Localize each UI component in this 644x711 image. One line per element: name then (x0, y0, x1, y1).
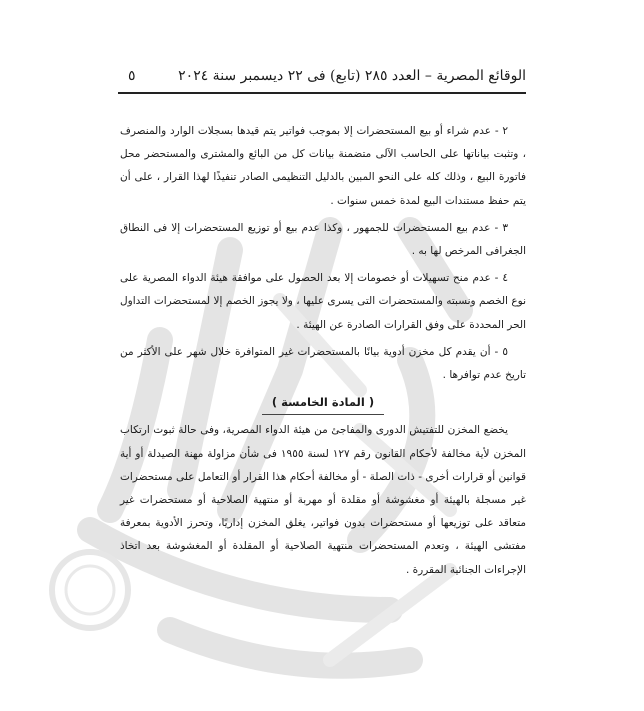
page-header (118, 62, 526, 94)
section-body (120, 419, 526, 581)
section-body-text: يخضع المخزن للتفتيش الدورى والمفاجئ من هيئة الدواء المصرية، وفى حالة ثبوت ارتكاب المخزن لأية مخالفة لأحكام القانون رقم ١٢٧ لسنة ١٩٥٥ فى شأن مزاولة مهنة الصيدلة أو أية قوانين أو قرارات أخرى - ذات الصلة - أو مخالفة أحكام هذا القرار أو التعامل على مستحضرات غير مسجلة بالهيئة أو مغشوشة أو مقلدة أو مهربة أو منتهية الصلاحية أو مستحضرات غير متعاقد على توزيعها أو مستحضرات بدون فواتير، يغلق المخزن إداريًا، وتحرز الأدوية بمعرفة مفتشى الهيئة ، وتعدم المستحضرات منتهية الصلاحية أو المقلدة أو المغشوشة بعد اتخاذ الإجراءات الجنائية المقررة . (120, 424, 526, 576)
paragraph-text: ٤ - عدم منح تسهيلات أو خصومات إلا بعد الحصول على موافقة هيئة الدواء المصرية على نوع الخصم ونسبته والمستحضرات التى يسرى عليها ، ولا يجوز الخصم إلا لمستحضرات التداول الحر المحددة على وفق القرارات الصادرة عن الهيئة . (120, 272, 526, 331)
paragraph-text: ٢ - عدم شراء أو بيع المستحضرات إلا بموجب فواتير يتم قيدها بسجلات الوارد والمنصرف ، وتثبت بياناتها على الحاسب الآلى متضمنة بيانات كل من البائع والمشترى والمستحضر محل فاتورة البيع ، وذلك كله على النحو المبين بالدليل التنظيمى الصادر تنفيذًا لهذا القرار ، على أن يتم حفظ مستندات البيع لمدة خمس سنوات . (120, 125, 526, 207)
paragraph-item-4 (120, 267, 526, 337)
header-title: الوقائع المصرية – العدد ٢٨٥ (تابع) فى ٢٢ ديسمبر سنة ٢٠٢٤ (178, 68, 526, 84)
paragraph-text: ٥ - أن يقدم كل مخزن أدوية بيانًا بالمستحضرات غير المتوافرة خلال شهر على الأكثر من تاريخ عدم توافرها . (120, 345, 526, 382)
paragraph-item-5 (120, 341, 526, 387)
document-body (120, 120, 526, 586)
section-heading (120, 391, 526, 415)
section-heading-text: ( المادة الخامسة ) (262, 391, 384, 415)
paragraph-item-3 (120, 217, 526, 263)
page-number: ٥ (128, 68, 136, 84)
paragraph-text: ٣ - عدم بيع المستحضرات للجمهور ، وكذا عدم بيع أو توزيع المستحضرات إلا فى النطاق الجغرافى المرخص لها به . (120, 221, 526, 258)
paragraph-item-2 (120, 120, 526, 213)
